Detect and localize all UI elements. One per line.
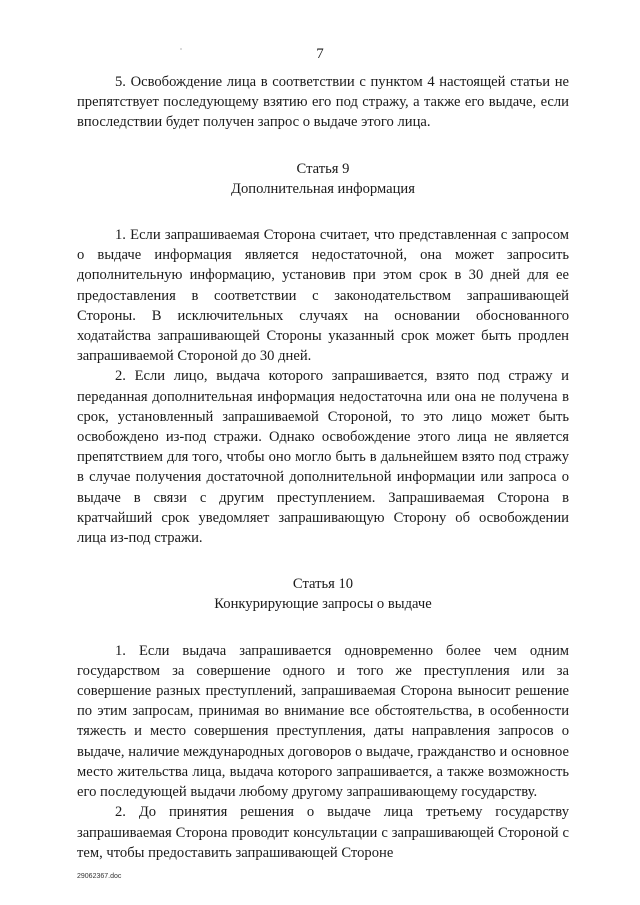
article10-title: Статья 10 — [292, 576, 354, 593]
paragraph-article8-item5: 5. Освобождение лица в соответствии с пунктом 4 настоящей статьи не препятствует последующему взятию его под стражу, а также его выдаче, если впоследствии будет получен запрос о выдаче этого лица. — [77, 74, 569, 131]
article9-subtitle: Дополнительная информация — [231, 180, 415, 197]
document-body — [77, 72, 569, 863]
article9-title: Статья 9 — [296, 160, 350, 177]
paragraph-article9-item2: 2. Если лицо, выдача которого запрашивается, взято под стражу и переданная дополнительная информация недостаточна или она не получена в срок, установленный запрашиваемой Стороной, то это лицо может быть освобождено из-под стражи. Однако освобождение этого лица не является препятствием для того, чтобы оно могло быть в дальнейшем взято под стражу в случае получения достаточной дополнительной информации или запроса о выдаче в связи с другим преступлением. Запрашиваемая Сторона в кратчайший срок уведомляет запрашивающую Сторону об освобождении лица из-под стражи. — [77, 368, 569, 547]
article10-subtitle: Конкурирующие запросы о выдаче — [214, 596, 432, 613]
paragraph-article9-item1: 1. Если запрашиваемая Сторона считает, что представленная с запросом о выдаче информация является недостаточной, она может запросить дополнительную информацию, установив при этом срок в 30 дней для ее предоставления в соответствии с законодательством запрашивающей Стороны. В исключительных случаях на основании обоснованного ходатайства запрашивающей Стороны указанный срок может быть продлен запрашиваемой Стороной до 30 дней. — [77, 227, 569, 365]
footer-document-code: 29062367.doc — [77, 873, 122, 880]
paragraph-article10-item2: 2. До принятия решения о выдаче лица третьему государству запрашиваемая Сторона проводит консультации с запрашивающей Стороной с тем, чтобы предоставить запрашивающей Стороне — [77, 804, 569, 861]
paragraph-article10-item1: 1. Если выдача запрашивается одновременно более чем одним государством за совершение одного и того же преступления или за совершение разных преступлений, запрашиваемая Сторона выносит решение по этим запросам, принимая во внимание все обстоятельства, в особенности тяжесть и место совершения преступления, даты направления запросов о выдаче, наличие международных договоров о выдаче, гражданство и основное место жительства лица, выдача которого запрашивается, а также возможность его последующей выдачи любому другому запрашивающему государству. — [77, 642, 569, 801]
page-number: 7 — [316, 46, 324, 62]
